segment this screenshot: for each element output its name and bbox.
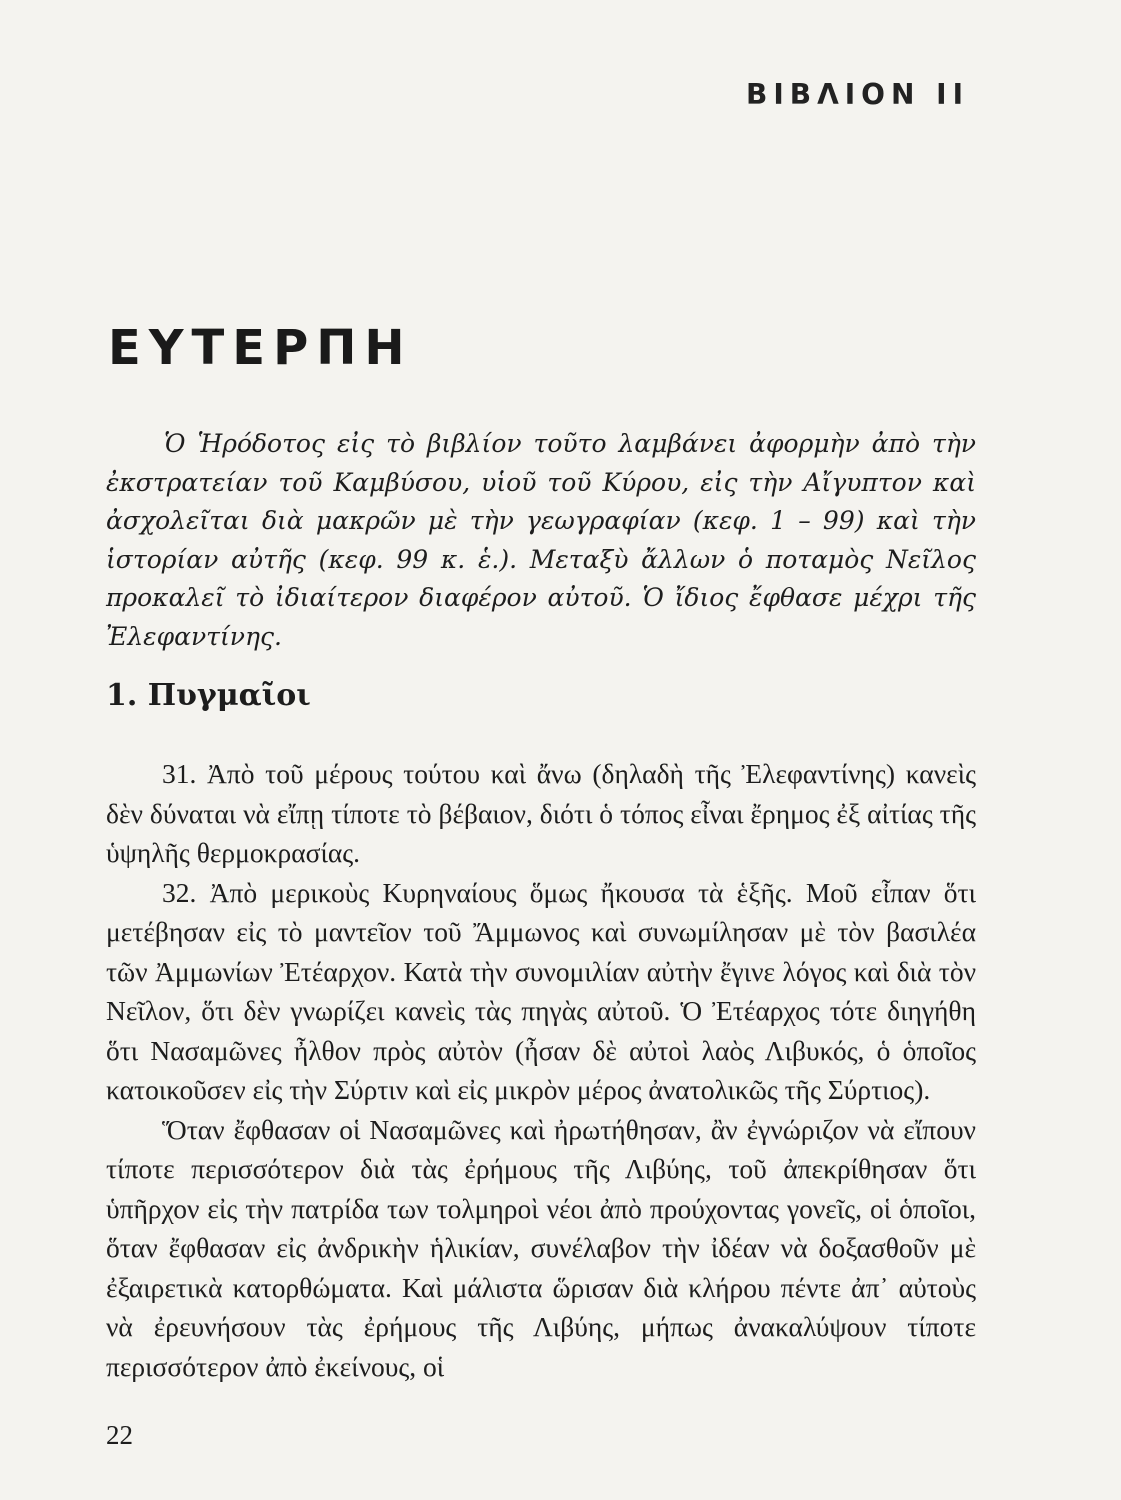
section-heading: 1. Πυγμαῖοι	[106, 678, 311, 713]
chapter-title: ΕΥΤΕΡΠΗ	[108, 320, 413, 376]
paragraph-32-continued: Ὅταν ἔφθασαν οἱ Νασαμῶνες καὶ ἠρωτήθησαν, ἂν ἐγνώριζον νὰ εἴπουν τίποτε περισσότερον διὰ τὰς ἐρήμους τῆς Λιβύης, τοῦ ἀπεκρίθησαν ὅτι ὑπῆρχον εἰς τὴν πατρίδα των τολμηροὶ νέοι ἀπὸ προύχοντας γονεῖς, οἱ ὁποῖοι, ὅταν ἔφθασαν εἰς ἀνδρικὴν ἡλικίαν, συνέλαβον τὴν ἰδέαν νὰ δοξασθοῦν μὲ ἐξαιρετικὰ κατορθώματα. Καὶ μάλιστα ὥρισαν διὰ κλήρου πέντε ἀπ᾽ αὐτοὺς νὰ ἐρευνήσουν τὰς ἐρήμους τῆς Λιβύης, μήπως ἀνακαλύψουν τίποτε περισσότερον ἀπὸ ἐκείνους, οἱ	[106, 1113, 976, 1382]
running-header: ΒΙΒΛΙΟΝ ΙΙ	[745, 78, 969, 111]
body-text	[106, 754, 976, 1386]
paragraph-31: 31. Ἀπὸ τοῦ μέρους τούτου καὶ ἄνω (δηλαδὴ τῆς Ἐλεφαντίνης) κανεὶς δὲν δύναται νὰ εἴπῃ τίποτε τὸ βέβαιον, διότι ὁ τόπος εἶναι ἔρημος ἐξ αἰτίας τῆς ὑψηλῆς θερμοκρασίας.	[106, 758, 976, 868]
paragraph-32: 32. Ἀπὸ μερικοὺς Κυρηναίους ὅμως ἤκουσα τὰ ἑξῆς. Μοῦ εἶπαν ὅτι μετέβησαν εἰς τὸ μαντεῖον τοῦ Ἄμμωνος καὶ συνωμίλησαν μὲ τὸν βασιλέα τῶν Ἀμμωνίων Ἐτέαρχον. Κατὰ τὴν συνομιλίαν αὐτὴν ἔγινε λόγος καὶ διὰ τὸν Νεῖλον, ὅτι δὲν γνωρίζει κανεὶς τὰς πηγὰς αὐτοῦ. Ὁ Ἐτέαρχος τότε διηγήθη ὅτι Νασαμῶνες ἦλθον πρὸς αὐτὸν (ἦσαν δὲ αὐτοὶ λαὸς Λιβυκός, ὁ ὁποῖος κατοικοῦσεν εἰς τὴν Σύρτιν καὶ εἰς μικρὸν μέρος ἀνατολικῶς τῆς Σύρτιος).	[106, 876, 976, 1105]
page-number: 22	[106, 1420, 133, 1450]
chapter-intro: Ὁ Ἡρόδοτος εἰς τὸ βιβλίον τοῦτο λαμβάνει ἀφορμὴν ἀπὸ τὴν ἐκστρατείαν τοῦ Καμβύσου, υἱοῦ τοῦ Κύρου, εἰς τὴν Αἴγυπτον καὶ ἀσχολεῖται διὰ μακρῶν μὲ τὴν γεωγραφίαν (κεφ. 1 – 99) καὶ τὴν ἱστορίαν αὐτῆς (κεφ. 99 κ. ἑ.). Μεταξὺ ἄλλων ὁ ποταμὸς Νεῖλος προκαλεῖ τὸ ἰδιαίτερον διαφέρον αὐτοῦ. Ὁ ἴδιος ἔφθασε μέχρι τῆς Ἐλεφαντίνης.	[106, 429, 976, 651]
